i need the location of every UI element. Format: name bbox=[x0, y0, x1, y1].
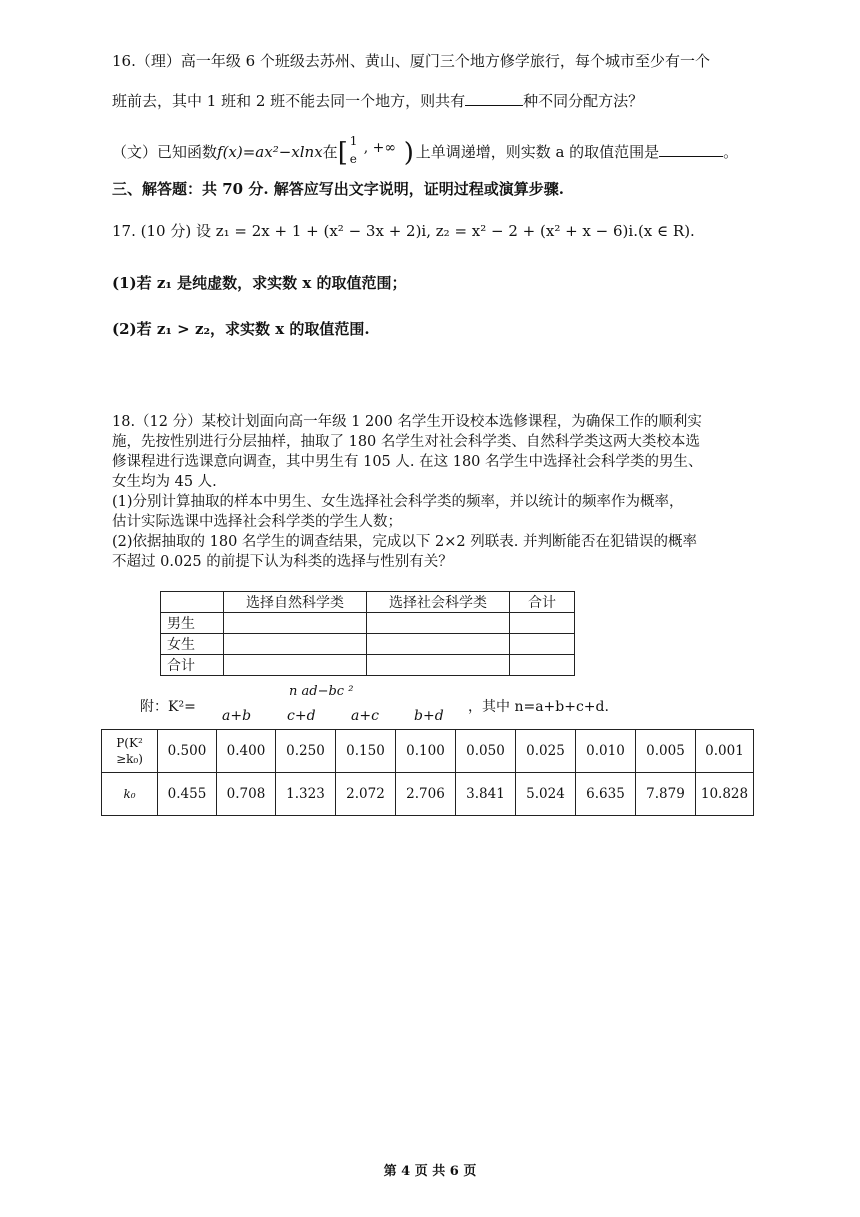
table-cell: 0.100 bbox=[396, 730, 456, 773]
q16-wen-in: 在 bbox=[322, 143, 338, 161]
section-heading: 三、解答题：共 70 分. 解答应写出文字说明，证明过程或演算步骤. bbox=[112, 180, 564, 198]
q16-wen-function: f(x)=ax²−xlnx bbox=[217, 143, 323, 161]
q16-wen-prefix: （文）已知函数 bbox=[112, 143, 218, 161]
formula-numerator: n ad−bc ² bbox=[289, 684, 354, 699]
answer-cell bbox=[510, 613, 575, 634]
formula-den-term: a+b bbox=[222, 708, 252, 724]
table-cell: 0.500 bbox=[158, 730, 217, 773]
table-cell: 0.050 bbox=[456, 730, 516, 773]
table-row bbox=[161, 655, 575, 676]
table-row bbox=[102, 730, 754, 773]
table-cell: 0.400 bbox=[217, 730, 276, 773]
q16-wen-suffix: 上单调递增，则实数 a 的取值范围是 bbox=[415, 143, 660, 161]
table-header-cell: 选择社会科学类 bbox=[367, 592, 510, 613]
q18-line: (1)分别计算抽取的样本中男生、女生选择社会科学类的频率，并以统计的频率作为概率， bbox=[112, 494, 684, 510]
table-cell: 0.708 bbox=[217, 773, 276, 816]
table-cell: 0.005 bbox=[636, 730, 696, 773]
q17-part1: (1)若 z₁ 是纯虚数，求实数 x 的取值范围； bbox=[112, 274, 407, 292]
answer-cell bbox=[367, 613, 510, 634]
answer-blank bbox=[465, 93, 523, 106]
table-header-cell: 合计 bbox=[510, 592, 575, 613]
table-cell: 1.323 bbox=[276, 773, 336, 816]
table-header-cell bbox=[161, 592, 224, 613]
answer-cell bbox=[510, 634, 575, 655]
q16-line2-text-b: 种不同分配方法？ bbox=[523, 92, 644, 110]
table-cell: 2.706 bbox=[396, 773, 456, 816]
row-label bbox=[102, 730, 158, 773]
table-cell: 7.879 bbox=[636, 773, 696, 816]
q16-line2 bbox=[112, 90, 643, 111]
q18-line: 施，先按性别进行分层抽样，抽取了 180 名学生对社会科学类、自然科学类这两大类校本选 bbox=[112, 434, 700, 450]
answer-blank bbox=[659, 144, 723, 157]
q16-wen-end: 。 bbox=[723, 143, 739, 161]
q16-line1: 16.（理）高一年级 6 个班级去苏州、黄山、厦门三个地方修学旅行，每个城市至少有一个 bbox=[112, 52, 710, 70]
contingency-table bbox=[160, 591, 575, 676]
answer-cell bbox=[510, 655, 575, 676]
answer-cell bbox=[224, 613, 367, 634]
table-cell: 10.828 bbox=[696, 773, 754, 816]
row-label: 合计 bbox=[161, 655, 224, 676]
table-row bbox=[161, 613, 575, 634]
answer-cell bbox=[367, 634, 510, 655]
answer-cell bbox=[224, 634, 367, 655]
formula-prefix: 附：K²= bbox=[140, 699, 196, 715]
interval-denominator: e bbox=[349, 152, 357, 166]
answer-cell bbox=[224, 655, 367, 676]
table-cell: 0.150 bbox=[336, 730, 396, 773]
q18-line: 18.（12 分）某校计划面向高一年级 1 200 名学生开设校本选修课程，为确保工作的顺利实 bbox=[112, 414, 702, 430]
row-label-line: P(K² bbox=[116, 736, 143, 750]
table-cell: 5.024 bbox=[516, 773, 576, 816]
formula-den-term: c+d bbox=[287, 708, 316, 724]
table-cell: 0.250 bbox=[276, 730, 336, 773]
q18-line: 女生均为 45 人. bbox=[112, 474, 217, 490]
table-cell: 6.635 bbox=[576, 773, 636, 816]
table-row bbox=[161, 634, 575, 655]
q18-line: (2)依据抽取的 180 名学生的调查结果，完成以下 2×2 列联表. 并判断能否在犯错误的概率 bbox=[112, 534, 697, 550]
table-cell: 0.001 bbox=[696, 730, 754, 773]
row-label: 女生 bbox=[161, 634, 224, 655]
table-row bbox=[102, 773, 754, 816]
row-label: 男生 bbox=[161, 613, 224, 634]
table-cell: 0.025 bbox=[516, 730, 576, 773]
table-header-row bbox=[161, 592, 575, 613]
row-label: k₀ bbox=[102, 773, 158, 816]
q16-line2-text-a: 班前去，其中 1 班和 2 班不能去同一个地方，则共有 bbox=[112, 92, 466, 110]
table-cell: 0.455 bbox=[158, 773, 217, 816]
q18-line: 不超过 0.025 的前提下认为科类的选择与性别有关？ bbox=[112, 554, 453, 570]
answer-cell bbox=[367, 655, 510, 676]
table-cell: 0.010 bbox=[576, 730, 636, 773]
interval-numerator: 1 bbox=[349, 134, 358, 148]
formula-den-term: b+d bbox=[414, 708, 444, 724]
q17-part2: (2)若 z₁ > z₂，求实数 x 的取值范围. bbox=[112, 320, 370, 338]
table-cell: 2.072 bbox=[336, 773, 396, 816]
formula-suffix: ，其中 n=a+b+c+d. bbox=[468, 699, 609, 715]
q18-line: 估计实际选课中选择社会科学类的学生人数； bbox=[112, 514, 402, 530]
interval-expression: [ 1 e , +∞ ) bbox=[337, 134, 414, 168]
formula-den-term: a+c bbox=[351, 708, 379, 724]
table-cell: 3.841 bbox=[456, 773, 516, 816]
q18-text bbox=[112, 412, 752, 572]
q18-line: 修课程进行选课意向调查，其中男生有 105 人. 在这 180 名学生中选择社会科学类的男生、 bbox=[112, 454, 703, 470]
page-footer: 第 4 页 共 6 页 bbox=[383, 1164, 477, 1179]
table-header-cell: 选择自然科学类 bbox=[224, 592, 367, 613]
q16-wen bbox=[112, 134, 739, 168]
row-label-line: ≥k₀) bbox=[116, 752, 143, 766]
interval-infinity: , +∞ bbox=[363, 140, 396, 156]
critical-value-table bbox=[101, 729, 754, 816]
q17-stem: 17. (10 分) 设 z₁ = 2x + 1 + (x² − 3x + 2)i, z₂ = x² − 2 + (x² + x − 6)i.(x ∈ R). bbox=[112, 222, 695, 240]
